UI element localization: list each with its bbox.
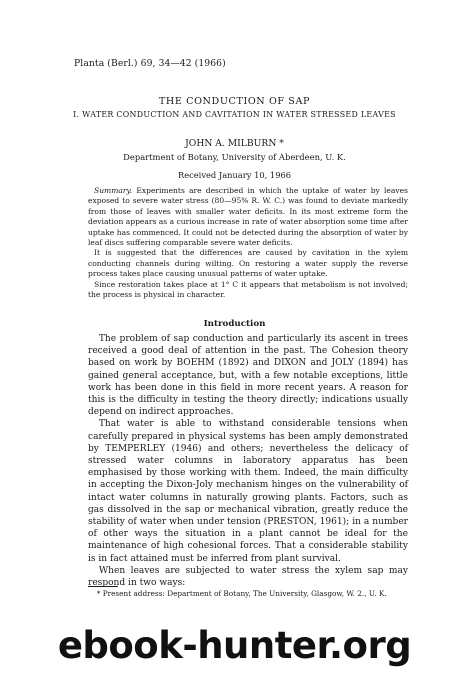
footnote-divider — [88, 586, 118, 587]
body-text: The problem of sap conduction and particularly its ascent in trees received a good deal of attention in the past. The Cohesion theory based on work by — [88, 334, 408, 369]
received-date: Received January 10, 1966 — [177, 170, 292, 180]
author-ref-temperley: TEMPERLEY — [105, 443, 166, 454]
summary-text: Experiments are described in which the uptake of water by leaves exposed to severe water stress (80—95% R. W. C.) was found to deviate markedly from those of leaves with smaller water deficits. In its most extreme form the deviation appears as a curious increase in rate of water absorption some time after uptake has commenced. It could not be detected during the absorption of water by leaf discs suffering comparable severe water deficits. — [88, 186, 408, 248]
author-name: JOHN A. MILBURN * — [185, 138, 284, 149]
body-text: (1892) and — [214, 358, 274, 369]
body-paragraph — [88, 333, 408, 418]
footnote — [88, 589, 408, 599]
body-text: , 1961); in a number of other ways the situation in a plant cannot be ideal for the maintenance of high cohesional forces. That a considerable stability is in fact attained must be inferred from plant survival. — [88, 517, 409, 564]
article-title: THE CONDUCTION OF SAP — [158, 96, 311, 107]
author-ref-boehm: BOEHM — [176, 358, 215, 369]
author-ref-joly: JOLY — [331, 358, 354, 369]
body-paragraph: When leaves are subjected to water stress the xylem sap may respond in two ways: — [88, 565, 408, 589]
summary-paragraph: It is suggested that the differences are caused by cavitation in the xylem conducting channels during wilting. On restoring a water supply the reverse process takes place causing unusual patterns of water uptake. — [88, 248, 408, 279]
section-heading-introduction: Introduction — [203, 319, 266, 329]
introduction-body — [88, 333, 408, 589]
author-ref-dixon: DIXON — [273, 358, 307, 369]
journal-citation: Planta (Berl.) 69, 34—42 (1966) — [74, 58, 226, 69]
body-text: That water is able to withstand considerable tensions when carefully prepared in physical systems has been amply demonstrated by — [88, 419, 408, 454]
body-text: (1894) has gained general acceptance, but, with a few notable exceptions, little work has been done in this field in more recent years. A reason for this is the difficulty in testing the theory directly; indications usually depend on indirect approaches. — [88, 358, 408, 418]
footnote-text: * Present address: Department of Botany, The University, Glasgow, W. 2., U. K. — [96, 589, 387, 598]
article-subtitle: I. WATER CONDUCTION AND CAVITATION IN WATER STRESSED LEAVES — [73, 110, 396, 119]
summary-paragraph: Since restoration takes place at 1° C it appears that metabolism is not involved; the process is physical in character. — [88, 279, 408, 300]
summary-label: Summary. — [94, 186, 133, 195]
body-text: and — [306, 358, 332, 369]
author-ref-preston: PRESTON — [267, 517, 314, 528]
watermark-text: ebook-hunter.org — [57, 624, 412, 667]
body-paragraph — [88, 418, 408, 564]
body-text: (1946) and others; nevertheless the delicacy of stressed water columns in laboratory apparatus has been emphasised by those working with them. Indeed, the main difficulty in accepting the Dixon-Joly mechanism hinges on the vulnerability of intact water columns in naturally growing plants. Factors, such as gas dissolved in the sap or mechanical vibration, greatly reduce the stability of water when under tension ( — [88, 443, 408, 528]
summary-paragraph — [88, 186, 408, 248]
author-affiliation: Department of Botany, University of Aberdeen, U. K. — [123, 152, 346, 162]
summary-section — [88, 186, 408, 300]
